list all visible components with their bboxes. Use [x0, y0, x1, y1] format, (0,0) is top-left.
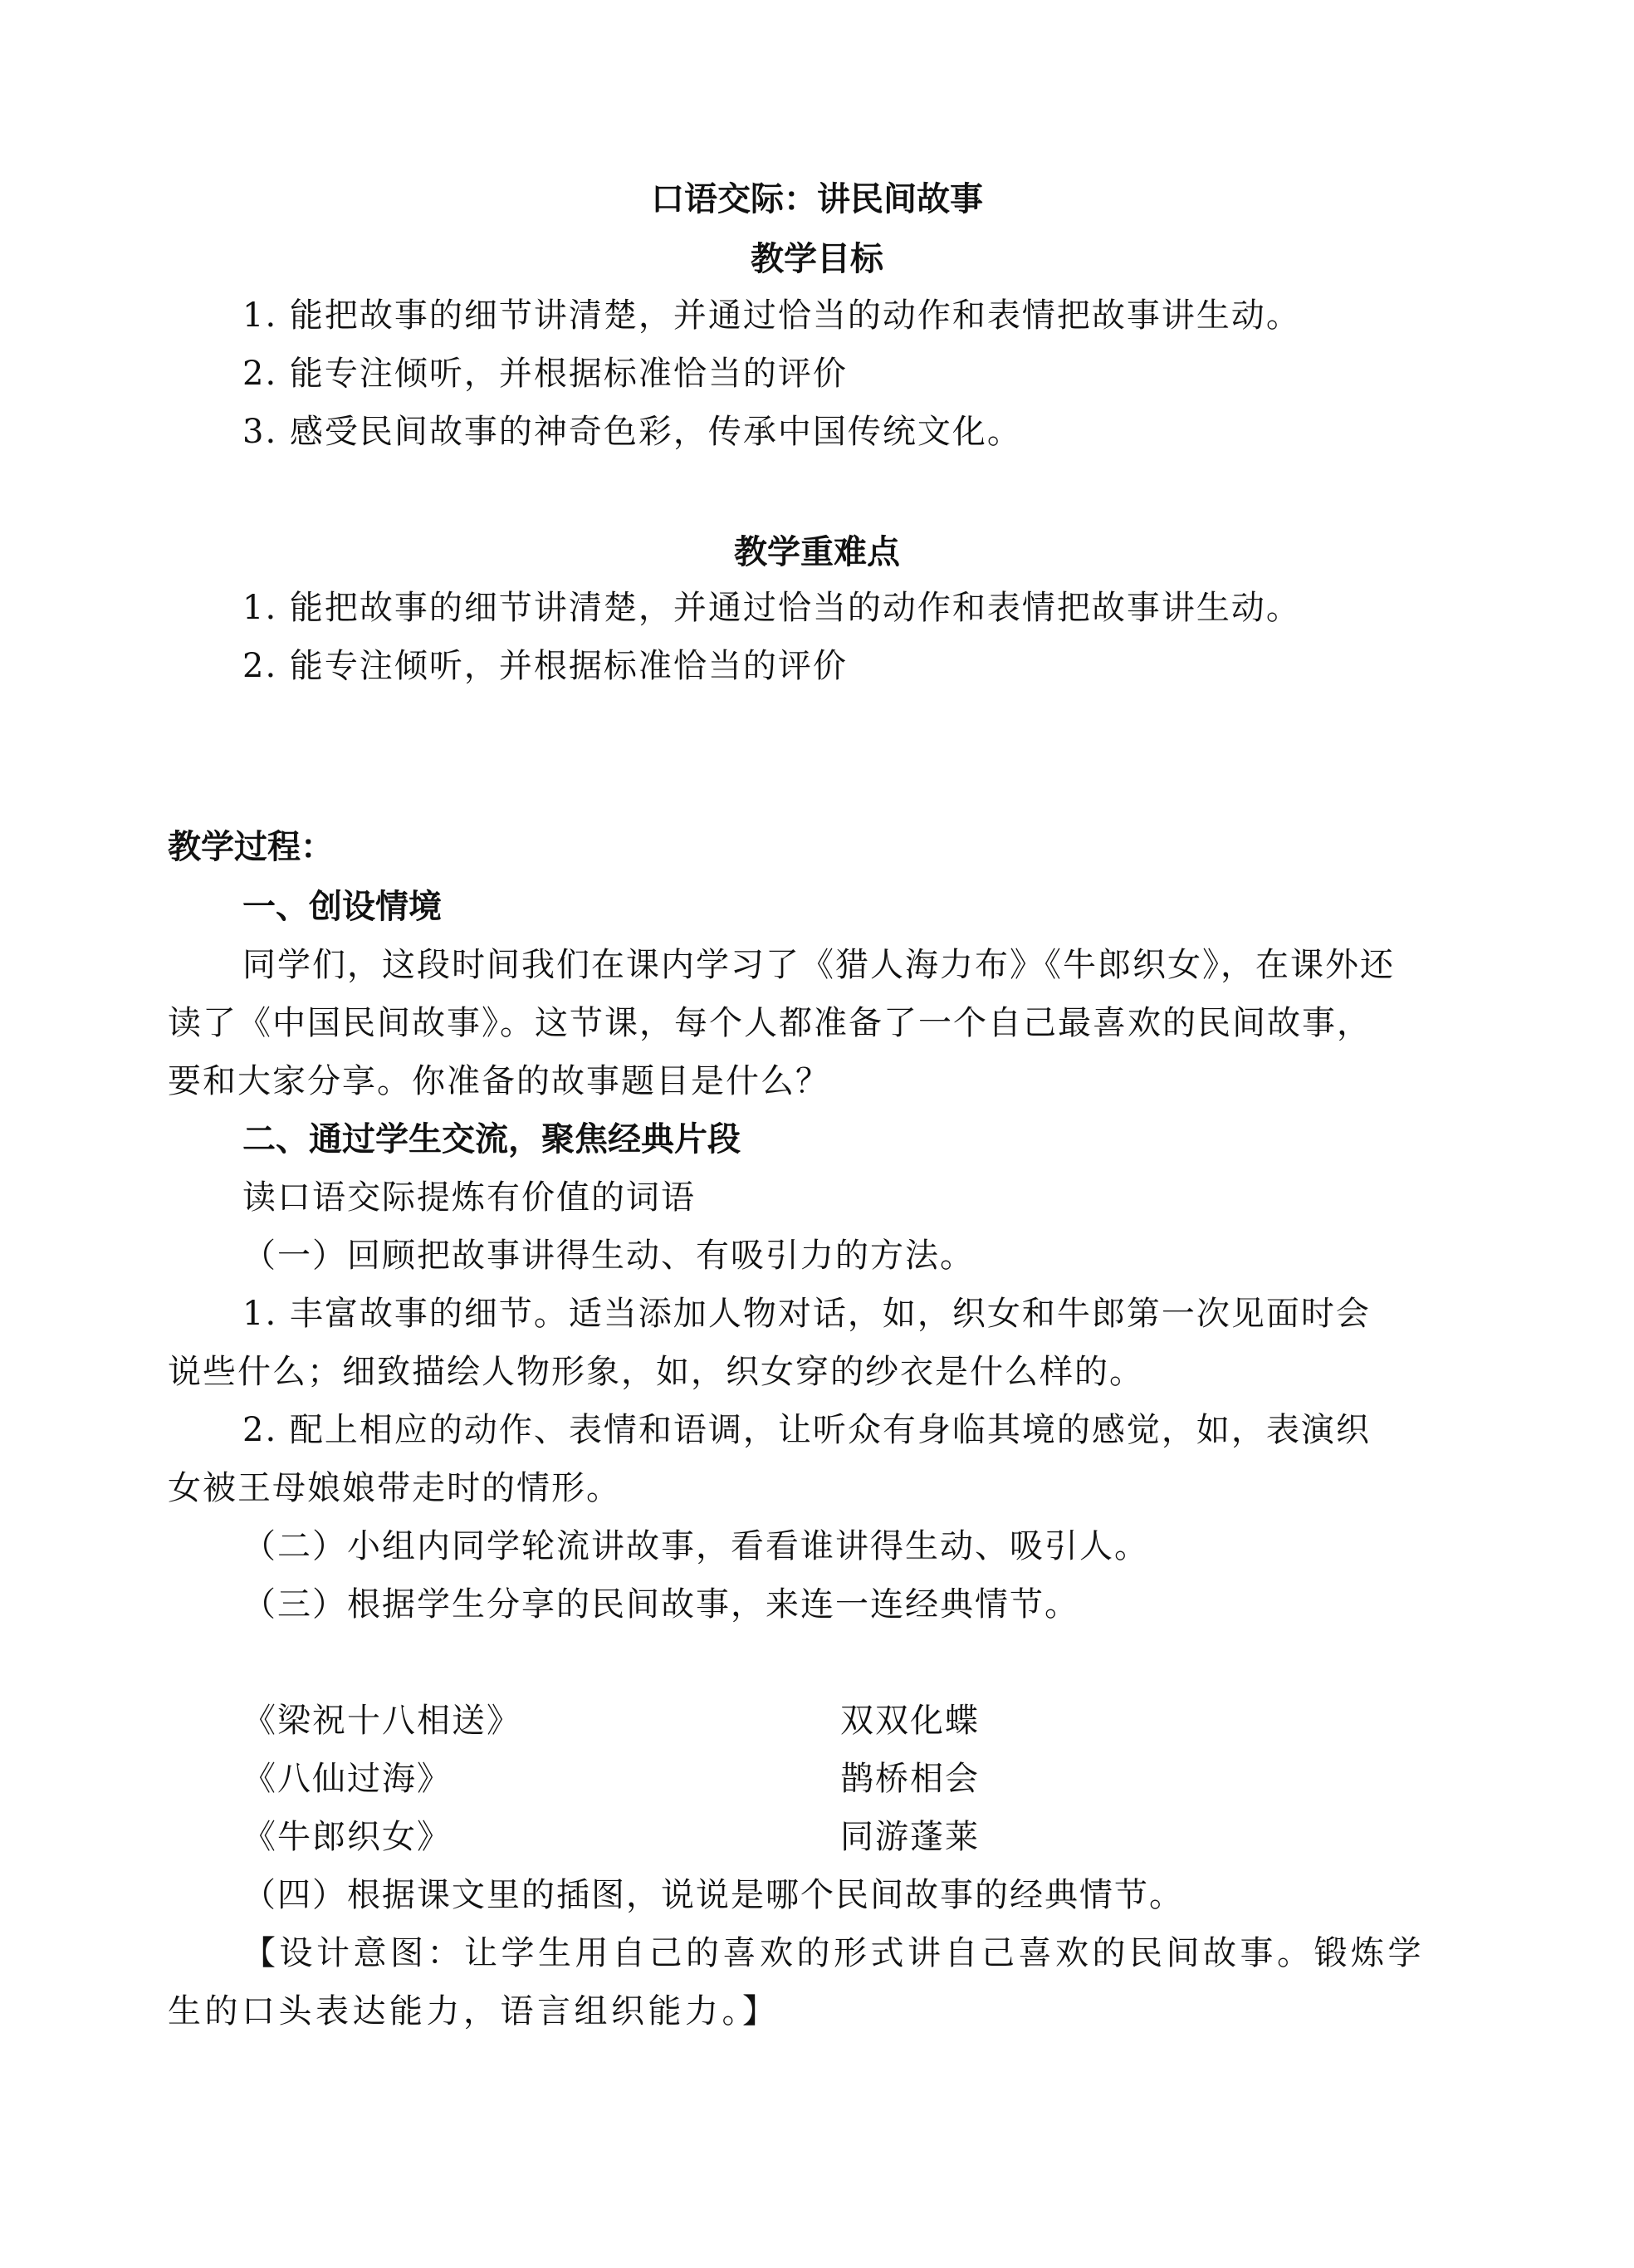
key-point-item: 2. 能专注倾听，并根据标准恰当的评价: [242, 647, 848, 685]
subheading: （三）根据学生分享的民间故事，来连一连经典情节。: [242, 1585, 1079, 1624]
section-heading: 一、创设情境: [242, 888, 442, 926]
objective-item: 3. 感受民间故事的神奇色彩，传承中国传统文化。: [242, 413, 1022, 451]
matching-plot: 双双化蝶: [840, 1702, 980, 1740]
objective-item: 1. 能把故事的细节讲清楚，并通过恰当的动作和表情把故事讲生动。: [242, 296, 1301, 335]
paragraph-line: 要和大家分享。你准备的故事题目是什么？: [168, 1062, 830, 1100]
paragraph-line: 1. 丰富故事的细节。适当添加人物对话，如，织女和牛郎第一次见面时会: [242, 1295, 1371, 1333]
paragraph-line: 读了《中国民间故事》。这节课，每个人都准备了一个自己最喜欢的民间故事，: [168, 1004, 1372, 1042]
matching-story: 《八仙过海》: [242, 1760, 452, 1798]
process-heading: 教学过程：: [168, 828, 334, 866]
paragraph-line: 2. 配上相应的动作、表情和语调，让听众有身临其境的感觉，如，表演织: [242, 1411, 1371, 1449]
design-intent-line: 【设计意图：让学生用自己的喜欢的形式讲自己喜欢的民间故事。锻炼学: [242, 1934, 1425, 1972]
document-title: 口语交际：讲民间故事: [651, 180, 983, 218]
matching-plot: 同游蓬莱: [840, 1818, 980, 1856]
key-points-heading: 教学重难点: [734, 533, 900, 571]
matching-story: 《牛郎织女》: [242, 1818, 452, 1856]
paragraph-line: 同学们，这段时间我们在课内学习了《猎人海力布》《牛郎织女》，在课外还: [242, 946, 1395, 984]
section-heading: 二、通过学生交流，聚焦经典片段: [242, 1120, 741, 1158]
matching-story: 《梁祝十八相送》: [242, 1702, 521, 1740]
objective-item: 2. 能专注倾听，并根据标准恰当的评价: [242, 355, 848, 393]
paragraph-line: 说些什么；细致描绘人物形象，如，织女穿的纱衣是什么样的。: [168, 1353, 1144, 1391]
paragraph-line: 女被王母娘娘带走时的情形。: [168, 1469, 621, 1507]
matching-plot: 鹊桥相会: [840, 1760, 980, 1798]
key-point-item: 1. 能把故事的细节讲清楚，并通过恰当的动作和表情把故事讲生动。: [242, 589, 1301, 627]
subheading: （一）回顾把故事讲得生动、有吸引力的方法。: [242, 1237, 975, 1275]
design-intent-line: 生的口头表达能力，语言组织能力。】: [168, 1992, 780, 2030]
subheading: （二）小组内同学轮流讲故事，看看谁讲得生动、吸引人。: [242, 1527, 1149, 1565]
objectives-heading: 教学目标: [751, 240, 883, 278]
subheading: （四）根据课文里的插图，说说是哪个民间故事的经典情节。: [242, 1876, 1184, 1914]
paragraph-line: 读口语交际提炼有价值的词语: [242, 1178, 696, 1217]
